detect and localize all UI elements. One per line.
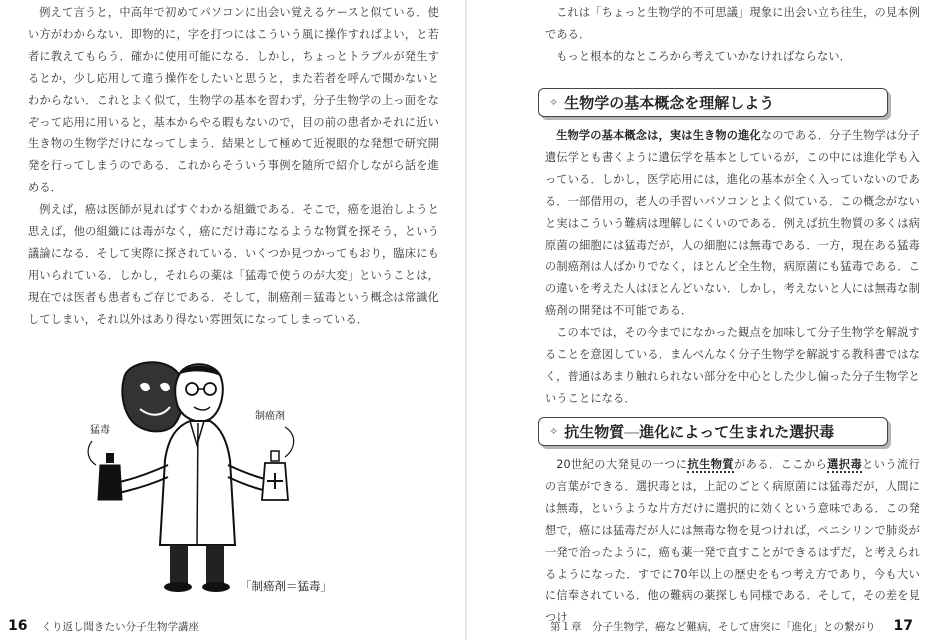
paragraph: この本では，その今までになかった観点を加味して分子生物学を解説することを意図している．まんべんなく分子生物学を解説する教科書ではなく，普通はあまり触れられない部分を中心とした少し偏った分子生物学ということになる． xyxy=(545,326,920,405)
paragraph: これは「ちょっと生物学的不可思議」現象に出会い立ち往生，の見本例である． xyxy=(545,6,920,41)
text-part: 20世紀の大発見の一つに xyxy=(556,458,688,471)
section1-body xyxy=(545,125,920,410)
paragraph xyxy=(545,454,920,629)
term-antibiotics: 抗生物質 xyxy=(687,458,735,471)
right-footer xyxy=(550,618,913,634)
book-title: くり返し聞きたい分子生物学講座 xyxy=(41,620,199,633)
intro-text xyxy=(545,2,920,68)
term-selective-toxin: 選択毒 xyxy=(827,458,863,471)
chapter-title: 第１章 分子生物学，癌など難病，そして唐突に「進化」との繋がり xyxy=(550,620,876,633)
doctor-illustration xyxy=(70,355,360,605)
right-page xyxy=(467,0,933,640)
diamond-icon: ✧ xyxy=(549,425,559,438)
label-poison: 猛毒 xyxy=(90,425,110,436)
diamond-icon: ✧ xyxy=(549,96,559,109)
section2-body xyxy=(545,454,920,629)
page-number: 17 xyxy=(893,618,913,634)
paragraph: 例えて言うと，中高年で初めてパソコンに出会い覚えるケースと似ている．使い方がわからない．即物的に，字を打つにはこういう風に操作すればよい，と若者に教えてもらう．確かに使用可能になる．しかし，ちょっとトラブルが発生するとか，少し応用して違う操作をしたいと思うと，また若者を呼んで聞かないとわからない．これとよく似て，生物学の基本を習わず，分子生物学の上っ面をなぞって応用に用いると，基本からやる暇もないので，目の前の患者かそれに近い生き物の生物学だけになってしまう．結果として極めて近視眼的な発想で研究開発を行ってしまうのである．これからそういう事例を随所で紹介しながら話を進める． xyxy=(28,6,439,195)
left-body-text xyxy=(28,2,439,331)
keyword: 生物学の基本概念は，実は生き物の進化 xyxy=(556,129,761,142)
paragraph: 例えば，癌は医師が見ればすぐわかる組織である．そこで，癌を退治しようと思えば，他の組織には毒がなく，癌にだけ毒になるような物質を探そう，という議論になる．そして実際に探されている．いくつか見つかってもおり，臨床にも用いられている．しかし，それらの薬は「猛毒で使うのが大変」ということは，現在では医者も患者もご存じである．そして，制癌剤＝猛毒という概念は常識化してしまい，それ以外はあり得ない雰囲気になってしまっている． xyxy=(28,203,439,326)
heading-text-b: 進化によって生まれた選択毒 xyxy=(639,423,835,441)
paragraph xyxy=(545,125,920,322)
paragraph-text: なのである．分子生物学は分子遺伝学とも書くように遺伝学を基本としているが，この中には進化学も入っている．しかし，医学応用には，進化の基本が全く入っていないのである．一部借用の，老人の手習いパソコンとよく似ている．この概念がないと実はこういう難病は理解しにくいのである．例えば抗生物質の多くは病原菌の細胞には猛毒だが，人の細胞には無毒である．一方，現在ある猛毒の制癌剤は人ばかりでなく，ほとんど全生物，病原菌にも猛毒である．この違いを考えた人はほとんどいない．しかし，考えないと人には無毒な制癌剤の開発は不可能である． xyxy=(545,129,921,318)
text-part: という流行の言葉ができる．選択毒とは，上記のごとく病原菌には猛毒だが，人間には無毒，というような片方だけに選択的に効くという意味である．この発想で，癌には猛毒だが人には無毒な物を見つければ，ペニシリンで肺炎が一発で治ったように，癌も薬一発で直すことができるはずだ，と考えられるようになった．すでに70年以上の歴史をもつ考え方であり，今も大いに信奉されている．他の難病の薬探しも同様である．そして，その差を見つけ xyxy=(545,458,921,625)
left-page xyxy=(0,0,466,640)
text-part: がある．ここから xyxy=(734,458,828,471)
heading-text: 生物学の基本概念を理解しよう xyxy=(564,94,775,112)
left-footer xyxy=(8,618,199,634)
section-heading-basic-concept xyxy=(538,88,888,117)
heading-text-a: 抗生物質 xyxy=(564,423,625,441)
label-anticancer: 制癌剤 xyxy=(255,411,285,422)
section-heading-antibiotics xyxy=(538,417,888,446)
heading-dash: ― xyxy=(624,422,640,441)
illustration-caption: 「制癌剤＝猛毒」 xyxy=(240,579,332,593)
paragraph: もっと根本的なところから考えていかなければならない． xyxy=(556,49,851,63)
page-number: 16 xyxy=(8,618,28,634)
